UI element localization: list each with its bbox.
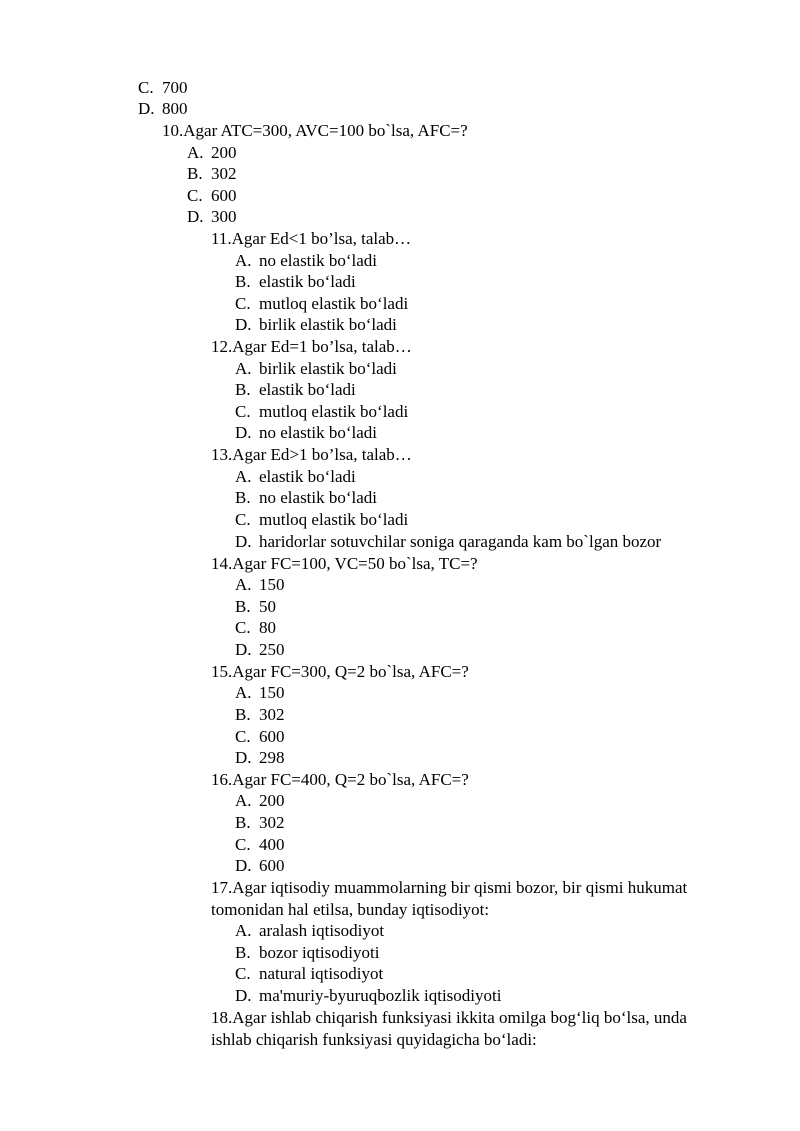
option-c: C. mutloq elastik bo‘ladi xyxy=(235,402,409,421)
option-c: C. 600 xyxy=(187,186,237,205)
option-a: A. elastik bo‘ladi xyxy=(235,467,356,486)
question-15: 15.Agar FC=300, Q=2 bo`lsa, AFC=? xyxy=(211,662,469,681)
option-a: A. birlik elastik bo‘ladi xyxy=(235,359,397,378)
option-d: D. haridorlar sotuvchilar soniga qaraganda kam bo`lgan bozor xyxy=(235,532,662,551)
option-b: B. 302 xyxy=(187,164,237,183)
option-d: D. 298 xyxy=(235,748,285,767)
option-d: D. birlik elastik bo‘ladi xyxy=(235,315,397,334)
option-d: D. ma'muriy-byuruqbozlik iqtisodiyoti xyxy=(235,986,502,1005)
option-a: A. 200 xyxy=(235,791,285,810)
option-d: D. 300 xyxy=(187,207,237,226)
option-b: B. elastik bo‘ladi xyxy=(235,380,356,399)
option-c: C. natural iqtisodiyot xyxy=(235,964,384,983)
option-d: D. 600 xyxy=(235,856,285,875)
option-b: B. bozor iqtisodiyoti xyxy=(235,943,380,962)
question-11: 11.Agar Ed<1 bo’lsa, talab… xyxy=(211,229,412,248)
question-17: 17.Agar iqtisodiy muammolarning bir qismi bozor, bir qismi hukumat xyxy=(211,878,688,897)
question-16: 16.Agar FC=400, Q=2 bo`lsa, AFC=? xyxy=(211,770,469,789)
option-a: A. 150 xyxy=(235,683,285,702)
option-c: C. mutloq elastik bo‘ladi xyxy=(235,510,409,529)
option-d: D. 250 xyxy=(235,640,285,659)
question-13: 13.Agar Ed>1 bo’lsa, talab… xyxy=(211,445,412,464)
question-18: 18.Agar ishlab chiqarish funksiyasi ikkita omilga bog‘liq bo‘lsa, unda xyxy=(211,1008,687,1027)
option-a: A. aralash iqtisodiyot xyxy=(235,921,385,940)
question-10: 10.Agar ATC=300, AVC=100 bo`lsa, AFC=? xyxy=(162,121,468,140)
question-17-continuation: tomonidan hal etilsa, bunday iqtisodiyot: xyxy=(211,900,490,919)
option-b: B. 50 xyxy=(235,597,276,616)
option-b: B. elastik bo‘ladi xyxy=(235,272,356,291)
option-a: A. 150 xyxy=(235,575,285,594)
option-c: C. 400 xyxy=(235,835,285,854)
question-12: 12.Agar Ed=1 bo’lsa, talab… xyxy=(211,337,412,356)
option-b: B. no elastik bo‘ladi xyxy=(235,488,378,507)
option-d: D. 800 xyxy=(138,99,188,118)
option-b: B. 302 xyxy=(235,813,285,832)
option-c: C. 80 xyxy=(235,618,276,637)
question-14: 14.Agar FC=100, VC=50 bo`lsa, TC=? xyxy=(211,554,478,573)
question-18-continuation: ishlab chiqarish funksiyasi quyidagicha bo‘ladi: xyxy=(211,1030,537,1049)
option-a: A. 200 xyxy=(187,143,237,162)
option-c: C. mutloq elastik bo‘ladi xyxy=(235,294,409,313)
option-d: D. no elastik bo‘ladi xyxy=(235,423,378,442)
option-c: C. 600 xyxy=(235,727,285,746)
option-a: A. no elastik bo‘ladi xyxy=(235,251,378,270)
option-b: B. 302 xyxy=(235,705,285,724)
option-c: C. 700 xyxy=(138,78,188,97)
